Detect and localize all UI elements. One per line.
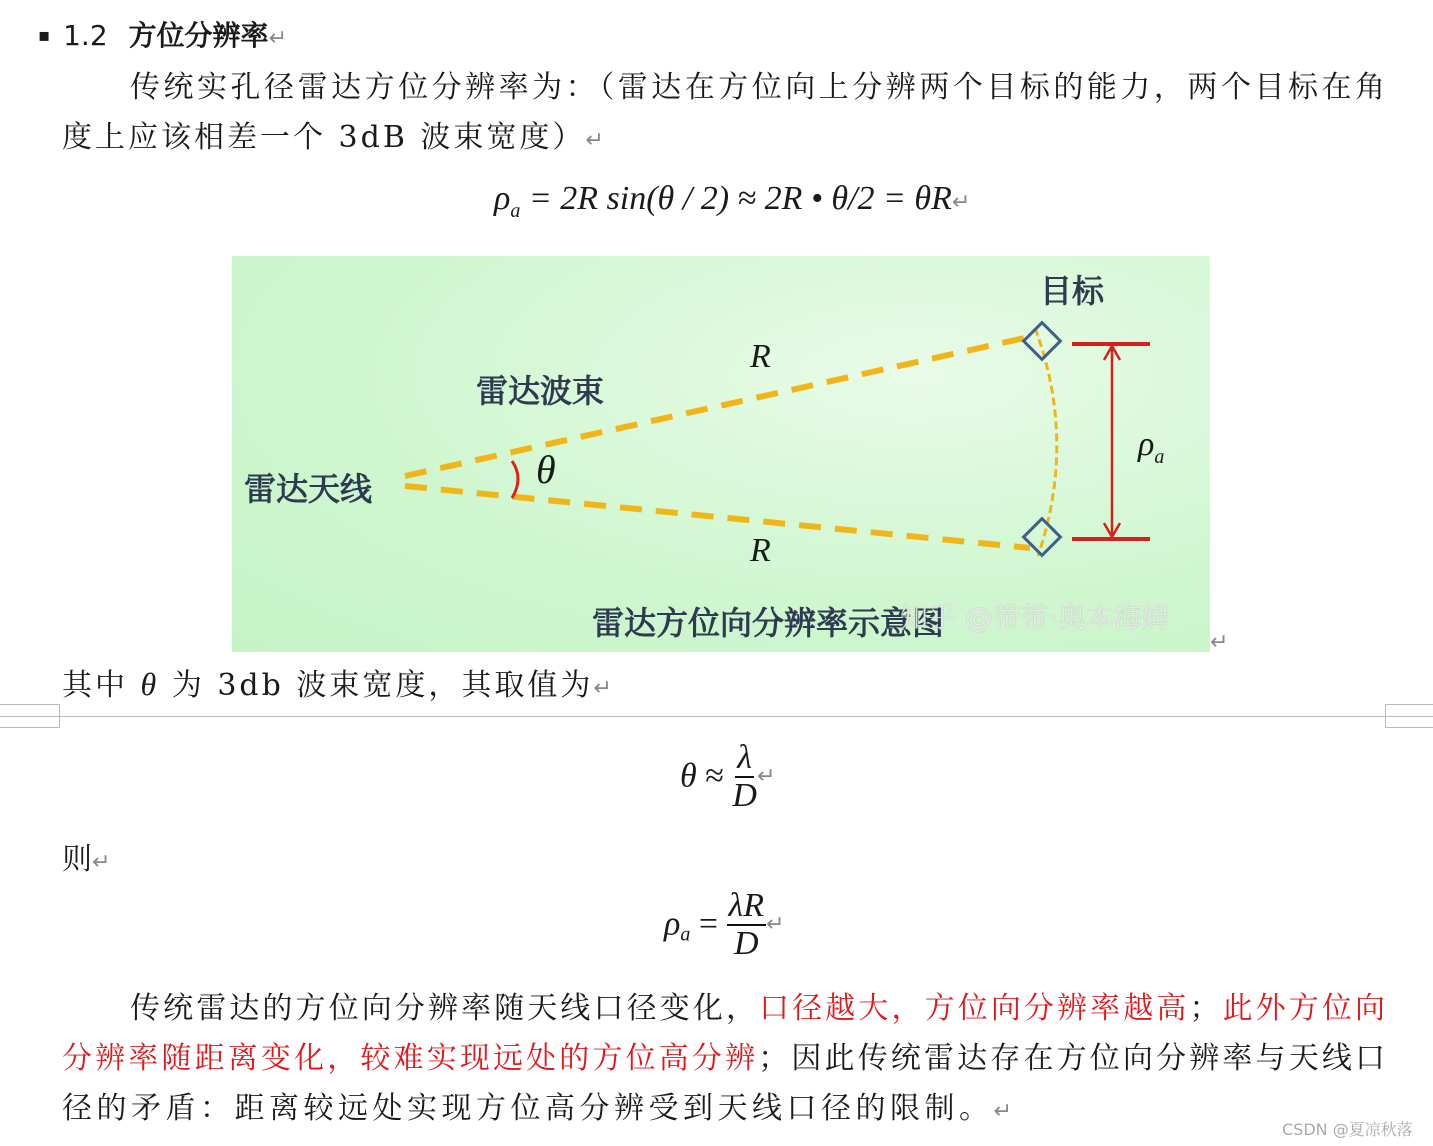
text: ； bbox=[1189, 991, 1220, 1026]
denominator: D bbox=[733, 924, 759, 962]
formula-resolution bbox=[494, 180, 970, 223]
antenna-label: 雷达天线 bbox=[244, 470, 373, 508]
paragraph-mark: ↵ bbox=[766, 912, 785, 938]
text: ；因此传统雷达存在方位向分辨率与天线口 bbox=[758, 1041, 1386, 1076]
heading-number: 1.2 bbox=[63, 19, 108, 52]
approx-symbol: ≈ bbox=[705, 757, 724, 795]
paragraph-mark: ↵ bbox=[993, 1099, 1017, 1124]
rho-symbol: ρ bbox=[1138, 426, 1155, 463]
radar-diagram bbox=[232, 256, 1210, 652]
theta-symbol: θ bbox=[140, 666, 160, 702]
para2-post: 为 3db 波束宽度，其取值为 bbox=[171, 668, 594, 703]
para1-line2 bbox=[62, 112, 607, 156]
rho-symbol: ρ bbox=[494, 180, 511, 217]
fraction bbox=[732, 740, 757, 813]
highlight-text: 口径越大，方位向分辨率越高 bbox=[759, 991, 1190, 1026]
numerator: λ bbox=[737, 739, 753, 776]
rho-symbol: ρ bbox=[664, 905, 681, 943]
page-break-line bbox=[0, 716, 1433, 717]
rho-subscript: a bbox=[1154, 445, 1165, 468]
paragraph-mark: ↵ bbox=[593, 676, 615, 701]
formula-body: = 2R sin(θ / 2) ≈ 2R • θ/2 = θR bbox=[528, 180, 952, 217]
formula-beamwidth bbox=[680, 740, 775, 813]
para1-line1: 传统实孔径雷达方位分辨率为：（雷达在方位向上分辨两个目标的能力，两个目标在角 bbox=[130, 70, 1385, 105]
rho-subscript: a bbox=[680, 923, 691, 946]
target-label: 目标 bbox=[1040, 272, 1105, 310]
para1-line2-text: 度上应该相差一个 3dB 波束宽度） bbox=[62, 120, 586, 155]
para3-line3 bbox=[62, 1083, 1016, 1127]
angle-arc-icon bbox=[512, 461, 518, 498]
para3-line1 bbox=[130, 983, 1385, 1027]
beam-lower-line bbox=[405, 486, 1030, 548]
fraction bbox=[727, 888, 767, 961]
para3-line2 bbox=[62, 1033, 1385, 1077]
bullet-icon: ▪ bbox=[38, 25, 51, 46]
heading-title: 方位分辨率 bbox=[128, 19, 269, 52]
denominator: D bbox=[732, 776, 757, 814]
highlight-text: 分辨率随距离变化，较难实现远处的方位高分辨 bbox=[62, 1041, 759, 1076]
then-line bbox=[62, 834, 110, 878]
para2-pre: 其中 bbox=[62, 668, 128, 703]
page-corner-right bbox=[1385, 704, 1433, 728]
diagram-caption: 雷达方位向分辨率示意图 bbox=[592, 604, 945, 642]
paragraph-mark: ↵ bbox=[1210, 630, 1229, 655]
paragraph-mark: ↵ bbox=[756, 764, 776, 790]
paragraph-mark: ↵ bbox=[585, 128, 607, 153]
resolution-label bbox=[1138, 426, 1164, 469]
para2 bbox=[62, 660, 615, 704]
zhihu-watermark: 知乎 @带带·奥本海姆 bbox=[900, 601, 1170, 634]
text: 传统雷达的方位向分辨率随天线口径变化， bbox=[130, 991, 760, 1026]
range-upper-label: R bbox=[750, 338, 771, 375]
text: 径的矛盾：距离较远处实现方位高分辨受到天线口径的限制。 bbox=[62, 1091, 994, 1126]
csdn-watermark: CSDN @夏凉秋落 bbox=[1282, 1120, 1413, 1139]
diagram-graphics bbox=[232, 256, 1210, 652]
rho-subscript: a bbox=[510, 199, 521, 222]
then-text: 则 bbox=[62, 842, 92, 877]
theta-symbol: θ bbox=[680, 757, 697, 795]
section-heading bbox=[38, 14, 287, 54]
range-lower-label: R bbox=[750, 532, 771, 569]
paragraph-mark: ↵ bbox=[268, 26, 287, 51]
equals-symbol: = bbox=[698, 905, 719, 943]
numerator: λR bbox=[728, 887, 765, 924]
paragraph-mark: ↵ bbox=[951, 190, 971, 215]
paragraph-mark: ↵ bbox=[92, 850, 111, 875]
page-corner-left bbox=[0, 704, 60, 728]
angle-label: θ bbox=[536, 447, 556, 492]
beam-label: 雷达波束 bbox=[476, 372, 605, 410]
highlight-text: 此外方位向 bbox=[1219, 991, 1386, 1026]
formula-resolution-final bbox=[664, 888, 784, 961]
